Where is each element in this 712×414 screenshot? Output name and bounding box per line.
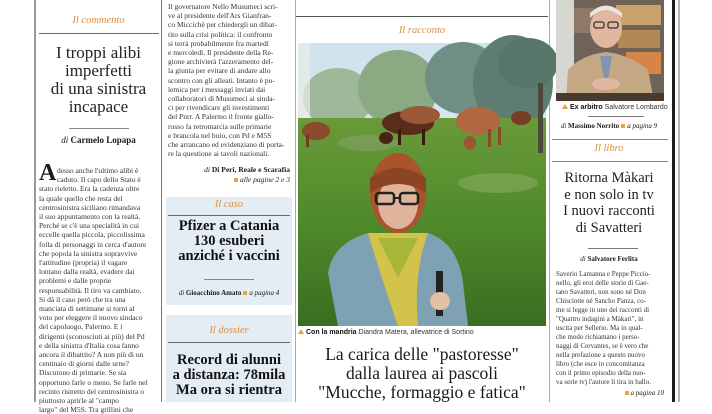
caption-triangle-icon — [298, 329, 304, 334]
pasture-photo-image — [298, 43, 546, 326]
man-portrait-image — [556, 0, 664, 101]
page-right-border-dark — [672, 0, 675, 402]
commento-headline[interactable]: I troppi alibi imperfetti di una sinistra incapace — [50, 43, 147, 116]
politica-body: Il governatore Nello Musumeci scri- ve al presidente dell'Ars Gianfran- co Miccichè per chiedergli un dibat- tito sulla crisi politica: il confronto si terrà probabilmente fra martedì e mercoledì. Il presidente della Re- gione archivierà l'azzeramento del- la giunta per evitare di andare allo scontro con gli alleati. Intanto è po- lemica per i messaggi inviati dai collaboratori di Musumeci ai sinda- ci per rivendicare gli investimenti del Pnrr. A Palermo il fronte giallo- rosso fa retromarcia sulle primarie e brancola nel buio, con Pd e M5S che arrancano ed evidenziano di porta- re la questione ai tavoli nazionali. — [168, 2, 285, 159]
dossier-headline: Record di alunni a distanza: 78mila Ma ora si rientra — [172, 352, 286, 399]
libro-kicker: Il libro — [594, 143, 624, 154]
libro-top-rule — [552, 139, 668, 140]
caso-byline-rule — [204, 279, 254, 280]
libro-byline: di Salvatore Ferlita — [580, 255, 638, 263]
racconto-photo-caption: Con la mandria Diandra Matera, allevatrice di Sortino — [298, 329, 474, 336]
commento-body: desso anche l'ultimo alibi è caduto. Il capo dello Stato è stato rieletto. Era la cadenza oltre la quale quello che resta del centrosinistra siciliano rimandava il suo appuntamento con la realtà. Perché se c'è una specialità in cui eccelle quella piccola, piccolissima folla di personaggi in cerca d'autore che popola la sinistra sopravvive l'attitudine (propria) il vagare lontano dalla realtà, evadere dai problemi e dalle proprie responsabilità. Il tiro va cambiato. Si dà il caso però che tra una manciata di settimane si torni al voto per eleggere il nuovo sindaco del capoluogo, Palermo. E i dirigenti (sconosciuti ai più) del Pd e della sinistra d'Italia cosa fanno ancora il dibattito? A non più di un centinaio di giorni dalle urne? Discutono di primarie. Se sia opportuno farle o meno. Se farle nel recinto ristretto del centrosinistra o piuttosto aprirle al "campo largo" del M5S. Tra grillini che — [39, 166, 148, 414]
commento-article[interactable] — [35, 0, 162, 414]
caso-kicker: Il caso — [214, 199, 244, 210]
arbitro-byline-rule — [588, 116, 644, 117]
right-column — [550, 0, 668, 402]
caso-byline: di Gioacchino Amato a pagina 4 — [178, 289, 280, 297]
second-column — [162, 0, 296, 402]
libro-page-ref[interactable]: a pagina 10 — [623, 389, 664, 397]
caso-headline: Pfizer a Catania 130 esuberi anziché i vaccini — [178, 218, 280, 265]
bullet-icon — [234, 178, 238, 182]
libro-body: Saverio Lamanna e Peppe Piccio- nello, gli eroi delle storie di Gae- tano Savatteri, non sono né Don Chisciotte né Sancho Panza, co- me si legge in uno dei racconti di "Quattro indagini a Màkari", in uscita per Sellerio. Ma in qual- che modo richiamano i perso- naggi di Cervantes, se è vero che nella prefazione a questo nuovo libro (che esce in concomitanza con il primo episodio della nuo- va serie tv) l'autore li tira in ballo. — [556, 270, 651, 386]
caso-article[interactable] — [166, 197, 292, 305]
bullet-icon — [625, 391, 629, 395]
page-right-border-light — [678, 0, 680, 402]
libro-kicker-rule — [552, 161, 668, 162]
arbitro-photo-caption: Ex arbitro Salvatore Lombardo — [562, 104, 668, 111]
racconto-kicker: Il racconto — [398, 25, 446, 36]
caption-triangle-icon — [562, 104, 568, 109]
racconto-photo[interactable] — [298, 43, 546, 326]
bullet-icon — [243, 291, 247, 295]
commento-top-rule — [39, 33, 159, 34]
commento-dropcap: A — [39, 160, 57, 186]
commento-kicker: Il commento — [72, 15, 125, 26]
dossier-article[interactable] — [166, 315, 292, 402]
arbitro-byline: di Massimo Norrito a pagina 9 — [560, 122, 658, 130]
commento-byline: di Carmelo Lopapa — [61, 135, 136, 145]
libro-headline: Ritorna Màkari e non solo in tv I nuovi racconti di Savatteri — [563, 170, 655, 236]
libro-byline-rule — [588, 248, 638, 249]
arbitro-photo[interactable] — [556, 0, 664, 101]
caso-top-rule — [168, 215, 290, 216]
politica-byline: di Di Peri, Reale e Scarafia — [204, 165, 290, 174]
racconto-article[interactable] — [296, 0, 548, 402]
bullet-icon — [621, 124, 625, 128]
racconto-top-rule — [296, 16, 548, 17]
racconto-headline[interactable]: La carica delle "pastoresse" dalla laurea ai pascoli "Mucche, formaggio e fatica" — [318, 344, 526, 402]
politica-page-ref[interactable]: alle pagine 2 e 3 — [232, 175, 290, 184]
dossier-top-rule — [168, 342, 290, 343]
dossier-kicker: Il dossier — [209, 325, 249, 336]
commento-byline-rule — [69, 128, 129, 129]
